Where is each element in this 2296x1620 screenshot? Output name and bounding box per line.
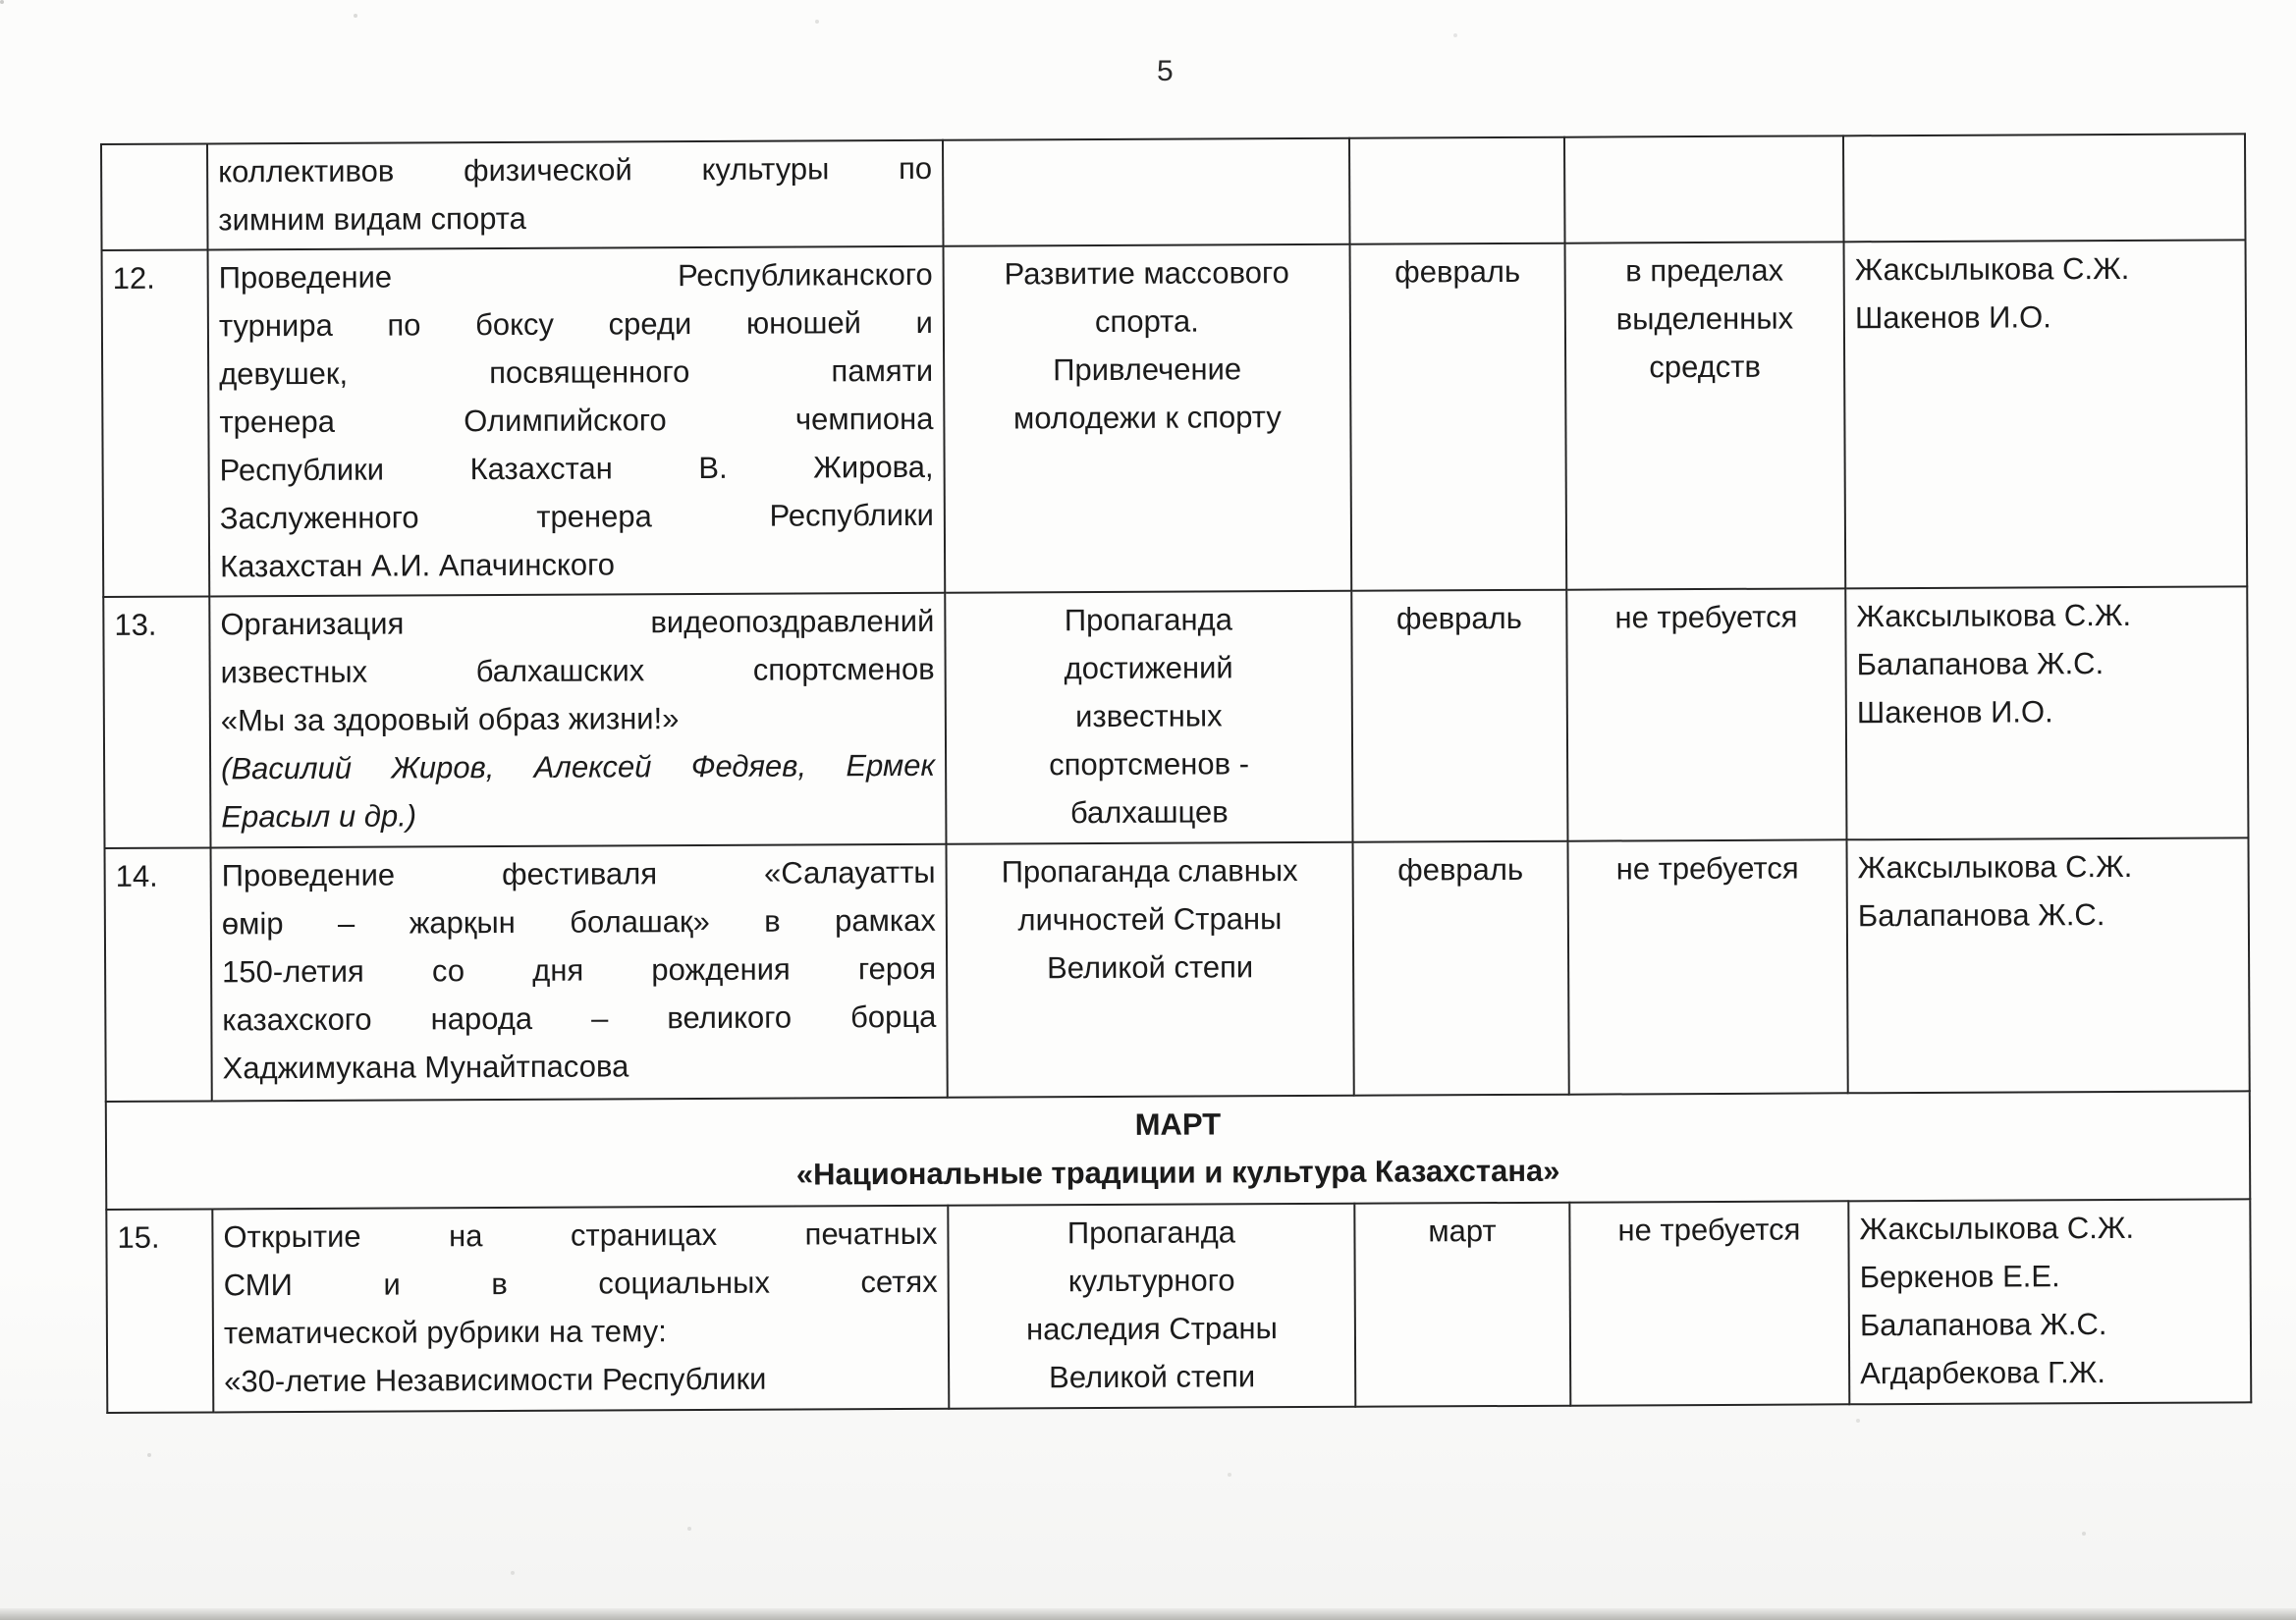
month-cell: февраль xyxy=(1351,590,1567,842)
funding-cell: не требуется xyxy=(1566,588,1846,840)
row-number-cell: 14. xyxy=(105,847,212,1102)
funding-cell: в пределах выделенных средств xyxy=(1565,242,1846,589)
scan-noise-speckles xyxy=(0,0,4,4)
event-cell: коллективов физической культуры по зимним видам спорта xyxy=(207,140,944,250)
event-cell: Проведение Республиканского турнира по боксу среди юношей и девушек, посвященного памяти тренера Олимпийского чемпиона Республики Казахстан В. Жирова, Заслуженного тренера Республики Казахстан А.И. Апачинского xyxy=(208,246,946,597)
month-cell: февраль xyxy=(1350,243,1567,591)
funding-cell xyxy=(1564,135,1844,243)
row-number-cell: 15. xyxy=(106,1209,213,1413)
table-row xyxy=(105,837,2250,1102)
purpose-cell xyxy=(943,138,1350,246)
event-cell xyxy=(209,593,946,848)
row-number-cell: 12. xyxy=(102,249,210,597)
responsible-cell: Жаксылыкова С.Ж. Беркенов Е.Е. Балапанова Ж.С. Агдарбекова Г.Ж. xyxy=(1848,1199,2251,1404)
events-plan-table-wrapper xyxy=(100,133,2252,1414)
scan-bottom-shadow xyxy=(0,1608,2296,1620)
section-theme-title: «Национальные традиции и культура Казахстана» xyxy=(795,1153,1560,1192)
purpose-cell: Пропаганда славных личностей Страны Великой степи xyxy=(946,842,1353,1098)
month-cell xyxy=(1349,137,1565,244)
section-header-cell xyxy=(106,1091,2251,1210)
month-cell: март xyxy=(1354,1203,1570,1407)
funding-cell: не требуется xyxy=(1569,1201,1849,1405)
events-plan-table xyxy=(100,133,2252,1414)
event-cell: Открытие на страницах печатных СМИ и в социальных сетях тематической рубрики на тему: «30-летие Независимости Республики xyxy=(212,1206,949,1413)
purpose-cell: Пропаганда достижений известных спортсменов - балхашцев xyxy=(945,591,1352,844)
event-cell: Проведение фестиваля «Салауатты өмір – жарқын болашақ» в рамках 150-летия со дня рождения героя казахского народа – великого борца Хаджимукана Мунайтпасова xyxy=(211,844,948,1102)
section-month-title: МАРТ xyxy=(1134,1107,1222,1142)
row-number-cell xyxy=(101,143,208,250)
purpose-cell: Пропаганда культурного наследия Страны Великой степи xyxy=(948,1204,1355,1409)
table-row xyxy=(101,134,2246,250)
funding-cell: не требуется xyxy=(1567,839,1847,1094)
section-header-row xyxy=(106,1091,2251,1210)
purpose-cell: Развитие массового спорта. Привлечение молодежи к спорту xyxy=(944,244,1352,593)
event-text: Организация видеопоздравлений известных балхашских спортсменов «Мы за здоровый образ жизни!» xyxy=(220,603,935,738)
table-row xyxy=(106,1199,2251,1413)
page-number: 5 xyxy=(1157,55,1174,87)
responsible-cell xyxy=(1843,134,2246,242)
responsible-cell: Жаксылыкова С.Ж. Балапанова Ж.С. xyxy=(1846,837,2249,1093)
responsible-cell: Жаксылыкова С.Ж. Шакенов И.О. xyxy=(1844,240,2248,588)
month-cell: февраль xyxy=(1352,841,1568,1096)
table-row xyxy=(103,586,2248,848)
table-row xyxy=(102,240,2248,597)
responsible-cell: Жаксылыкова С.Ж. Балапанова Ж.С. Шакенов И.О. xyxy=(1845,586,2248,839)
row-number-cell: 13. xyxy=(103,596,210,848)
event-note-italic: (Василий Жиров, Алексей Федяев, Ермек Ерасыл и др.) xyxy=(221,747,936,835)
